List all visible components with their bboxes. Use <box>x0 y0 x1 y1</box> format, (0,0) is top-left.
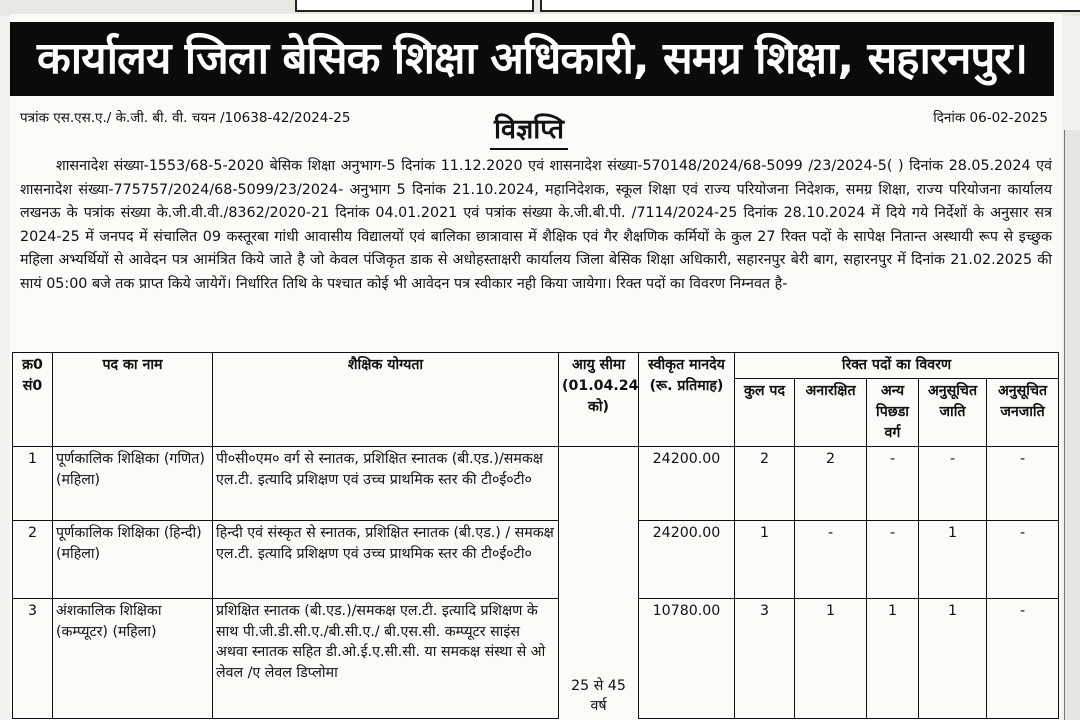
cell-st: - <box>987 599 1059 719</box>
cell-post: अंशकालिक शिक्षिका (कम्प्यूटर) (महिला) <box>53 599 213 719</box>
table-row <box>13 447 1059 521</box>
notice-paragraph: शासनादेश संख्या-1553/68-5-2020 बेसिक शिक्षा अनुभाग-5 दिनांक 11.12.2020 एवं शासनादेश संख्या-570148/2024/68-5099 /23/2024-5( ) दिनांक 28.05.2024 एवं शासनादेश संख्या-775757/2024/68-5099/23/2024- अनुभाग 5 दिनांक 21.10.2024, महानिदेशक, स्कूल शिक्षा एवं राज्य परियोजना निदेशक, समग्र शिक्षा, राज्य परियोजना कार्यालय लखनऊ के पत्रांक संख्या के.जी.वी.वी./8362/2020-21 दिनांक 04.01.2021 एवं पत्रांक संख्या के.जी.बी.पी. /7114/2024-25 दिनांक 28.10.2024 में दिये गये निर्देशों के अनुसार सत्र 2024-25 में जनपद में संचालित 09 कस्तूरबा गांधी आवासीय विद्यालयों एवं बालिका छात्रावास में शैक्षिक एवं गैर शैक्षणिक कर्मियों के कुल 27 रिक्त पदों के सापेक्ष नितान्त अस्थायी रूप से इच्छुक महिला अभ्यर्थियों से आवेदन पत्र आमंत्रित किये जाते है जो केवल पंजिकृत डाक से अधोहस्ताक्षरी कार्यालय जिला बेसिक शिक्षा अधिकारी, सहारनपुर बेरी बाग, सहारनपुर में दिनांक 21.02.2025 की सायं 05:00 बजे तक प्राप्त किये जायेगें। निर्धारित तिथि के पश्चात कोई भी आवेदन पत्र स्वीकार नही किया जायेगा। रिक्त पदों का विवरण निम्नवत है- <box>20 158 1053 292</box>
cell-honorarium: 24200.00 <box>639 447 735 521</box>
header-st: अनुसूचित जनजाति <box>987 379 1059 447</box>
header-total: कुल पद <box>735 379 795 447</box>
cell-unreserved: - <box>795 521 867 599</box>
cell-total: 1 <box>735 521 795 599</box>
header-honorarium: स्वीकृत मानदेय (रू. प्रतिमाह) <box>639 353 735 447</box>
header-sc: अनुसूचित जाति <box>919 379 987 447</box>
cell-sc: 1 <box>919 599 987 719</box>
adjacent-clipping-box <box>295 0 534 12</box>
header-vacancy-group: रिक्त पदों का विवरण <box>735 353 1059 379</box>
cell-age-limit: 25 से 45 वर्ष <box>559 447 639 719</box>
cell-total: 3 <box>735 599 795 719</box>
cell-unreserved: 2 <box>795 447 867 521</box>
cell-sno: 2 <box>13 521 53 599</box>
adjacent-clipping-box <box>540 0 1080 12</box>
cell-total: 2 <box>735 447 795 521</box>
notice-date: दिनांक 06-02-2025 <box>933 110 1048 126</box>
cell-qualification: पी०सी०एम० वर्ग से स्नातक, प्रशिक्षित स्नातक (बी.एड.)/समकक्ष एल.टी. इत्यादि प्रशिक्षण एवं उच्च प्राथमिक स्तर की टी०ई०टी० <box>213 447 559 521</box>
cell-st: - <box>987 447 1059 521</box>
cell-post: पूर्णकालिक शिक्षिका (हिन्दी) (महिला) <box>53 521 213 599</box>
cell-obc: - <box>867 521 919 599</box>
cell-honorarium: 10780.00 <box>639 599 735 719</box>
header-unreserved: अनारक्षित <box>795 379 867 447</box>
cell-sc: - <box>919 447 987 521</box>
cell-st: - <box>987 521 1059 599</box>
cell-qualification: हिन्दी एवं संस्कृत से स्नातक, प्रशिक्षित स्नातक (बी.एड.) / समकक्ष एल.टी. इत्यादि प्रशिक्षण एवं उच्च प्राथमिक स्तर की टी०ई०टी० <box>213 521 559 599</box>
cell-sno: 3 <box>13 599 53 719</box>
cell-qualification: प्रशिक्षित स्नातक (बी.एड.)/समकक्ष एल.टी. इत्यादि प्रशिक्षण के साथ पी.जी.डी.सी.ए./बी.सी.ए./ बी.एस.सी. कम्प्यूटर साइंस अथवा स्नातक सहित डी.ओ.ई.ए.सी.सी. या समकक्ष संस्था से ओ लेवल /ए लेवल डिप्लोमा <box>213 599 559 719</box>
cell-obc: 1 <box>867 599 919 719</box>
cell-post: पूर्णकालिक शिक्षिका (गणित) (महिला) <box>53 447 213 521</box>
cell-sc: 1 <box>919 521 987 599</box>
notice-title: विज्ञप्ति <box>490 112 568 150</box>
adjacent-clipping-edge <box>1064 130 1080 720</box>
reference-number: पत्रांक एस.एस.ए./ के.जी. बी. वी. चयन /10638-42/2024-25 <box>20 110 351 126</box>
vacancy-table <box>12 352 1059 719</box>
header-post: पद का नाम <box>53 353 213 447</box>
office-banner: कार्यालय जिला बेसिक शिक्षा अधिकारी, समग्र शिक्षा, सहारनपुर। <box>10 22 1054 96</box>
cell-sno: 1 <box>13 447 53 521</box>
cell-obc: - <box>867 447 919 521</box>
table-row <box>13 599 1059 719</box>
cell-honorarium: 24200.00 <box>639 521 735 599</box>
cell-unreserved: 1 <box>795 599 867 719</box>
table-row <box>13 521 1059 599</box>
header-obc: अन्य पिछडा वर्ग <box>867 379 919 447</box>
header-age-limit: आयु सीमा (01.04.24 को) <box>559 353 639 447</box>
header-sno: क्र0 सं0 <box>13 353 53 447</box>
header-qualification: शैक्षिक योग्यता <box>213 353 559 447</box>
